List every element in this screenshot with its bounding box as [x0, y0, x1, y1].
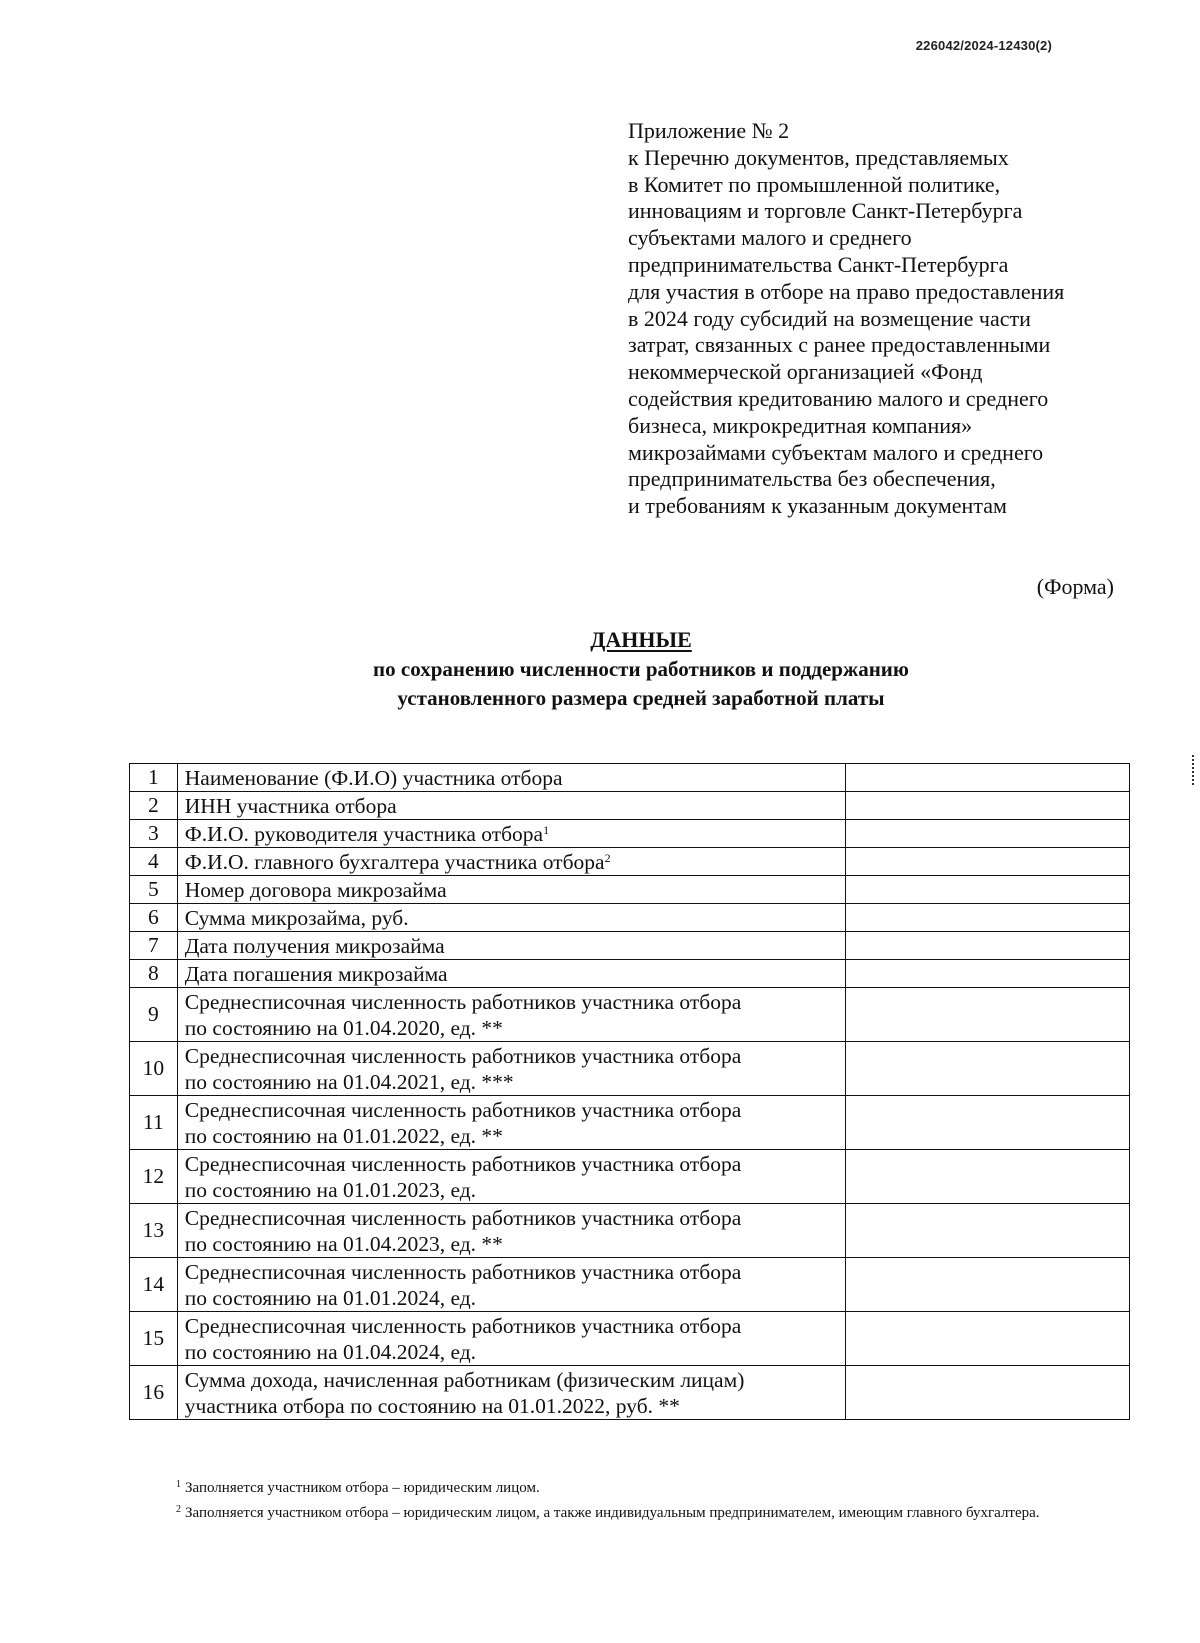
- row-label-line: [185, 1393, 846, 1419]
- table-row: [130, 876, 1130, 904]
- appendix-line: инновациям и торговле Санкт-Петербурга: [628, 198, 1023, 224]
- row-label-line: [185, 1177, 846, 1203]
- row-number: 16: [130, 1366, 178, 1420]
- row-label-line: [185, 1231, 846, 1257]
- appendix-line: и требованиям к указанным документам: [628, 493, 1007, 519]
- document-title: [0, 625, 1200, 713]
- appendix-line: субъектами малого и среднего: [628, 225, 912, 251]
- row-value-field[interactable]: [846, 960, 1130, 988]
- row-value-field[interactable]: [846, 1042, 1130, 1096]
- row-label: [177, 1042, 846, 1096]
- appendix-line: бизнеса, микрокредитная компания»: [628, 412, 973, 438]
- row-label: [177, 960, 846, 988]
- row-label-line: [185, 1069, 846, 1095]
- row-label: [177, 1204, 846, 1258]
- appendix-line: предпринимательства Санкт-Петербурга: [628, 251, 1009, 277]
- footnote-reference: 1: [543, 822, 550, 837]
- row-label: [177, 1150, 846, 1204]
- row-label-text: Среднесписочная численность работников участника отбора: [184, 1259, 742, 1284]
- row-label-line: [185, 1285, 846, 1311]
- row-label: [177, 792, 846, 820]
- row-label-text: по состоянию на 01.01.2023, ед.: [184, 1177, 477, 1202]
- row-value-field[interactable]: [846, 792, 1130, 820]
- appendix-line: затрат, связанных с ранее предоставленными: [628, 332, 1051, 358]
- row-label-line: [185, 765, 846, 791]
- row-number: 4: [130, 848, 178, 876]
- row-number: 3: [130, 820, 178, 848]
- row-label-text: Ф.И.О. главного бухгалтера участника отбора: [184, 849, 605, 874]
- row-label-line: [185, 989, 846, 1015]
- row-value-field[interactable]: [846, 988, 1130, 1042]
- row-value-field[interactable]: [846, 1204, 1130, 1258]
- row-label: [177, 876, 846, 904]
- row-label: [177, 1366, 846, 1420]
- row-label-line: [185, 1313, 846, 1339]
- row-label-line: [185, 1097, 846, 1123]
- appendix-line: предпринимательства без обеспечения,: [628, 466, 996, 492]
- appendix-line: в Комитет по промышленной политике,: [628, 171, 1001, 197]
- row-label: [177, 904, 846, 932]
- row-label-text: Ф.И.О. руководителя участника отбора: [184, 821, 544, 846]
- scan-edge-mark: [1192, 755, 1194, 785]
- row-value-field[interactable]: [846, 1366, 1130, 1420]
- row-label-text: Среднесписочная численность работников участника отбора: [184, 989, 742, 1014]
- row-value-field[interactable]: [846, 1258, 1130, 1312]
- appendix-header: [628, 118, 1148, 520]
- row-label-line: [185, 1259, 846, 1285]
- document-id: 226042/2024-12430(2): [915, 38, 1052, 53]
- row-label-line: [185, 877, 846, 903]
- row-label-text: Дата получения микрозайма: [184, 933, 445, 958]
- row-label-line: [185, 821, 846, 847]
- row-label-line: [185, 1123, 846, 1149]
- row-number: 9: [130, 988, 178, 1042]
- table-row: [130, 1312, 1130, 1366]
- footnote-mark: 2: [176, 1504, 181, 1515]
- row-number: 7: [130, 932, 178, 960]
- title-main: ДАННЫЕ: [590, 627, 692, 652]
- row-number: 13: [130, 1204, 178, 1258]
- row-label: [177, 1258, 846, 1312]
- footnote-text: Заполняется участником отбора – юридическим лицом, а также индивидуальным предпринимателем, имеющим главного бухгалтера.: [185, 1505, 1040, 1521]
- row-number: 10: [130, 1042, 178, 1096]
- row-label-text: Среднесписочная численность работников участника отбора: [184, 1205, 742, 1230]
- row-label-text: по состоянию на 01.01.2022, ед. **: [184, 1123, 503, 1148]
- row-number: 15: [130, 1312, 178, 1366]
- table-row: [130, 1096, 1130, 1150]
- footnote-reference: 2: [604, 850, 611, 865]
- table-row: [130, 1258, 1130, 1312]
- appendix-line: микрозаймами субъектам малого и среднего: [628, 439, 1044, 465]
- footnote: [176, 1499, 1121, 1524]
- footnote: [176, 1474, 1121, 1499]
- row-number: 5: [130, 876, 178, 904]
- table-row: [130, 820, 1130, 848]
- row-value-field[interactable]: [846, 764, 1130, 792]
- row-label-line: [185, 793, 846, 819]
- row-label: [177, 848, 846, 876]
- row-value-field[interactable]: [846, 1150, 1130, 1204]
- row-value-field[interactable]: [846, 904, 1130, 932]
- row-value-field[interactable]: [846, 1096, 1130, 1150]
- appendix-line: Приложение № 2: [628, 118, 790, 143]
- table-row: [130, 1204, 1130, 1258]
- row-label-line: [185, 1015, 846, 1041]
- row-label-text: по состоянию на 01.04.2020, ед. **: [184, 1015, 503, 1040]
- row-label-text: Сумма дохода, начисленная работникам (физическим лицам): [184, 1367, 745, 1392]
- title-subtitle-line-1: по сохранению численности работников и поддержанию: [373, 657, 909, 681]
- row-label-line: [185, 961, 846, 987]
- row-value-field[interactable]: [846, 820, 1130, 848]
- row-label-line: [185, 1367, 846, 1393]
- table-row: [130, 764, 1130, 792]
- row-label-text: Номер договора микрозайма: [184, 877, 447, 902]
- row-label-text: участника отбора по состоянию на 01.01.2022, руб. **: [184, 1393, 680, 1418]
- row-label-text: Среднесписочная численность работников участника отбора: [184, 1313, 742, 1338]
- row-label-line: [185, 849, 846, 875]
- row-label-text: ИНН участника отбора: [184, 793, 397, 818]
- row-number: 2: [130, 792, 178, 820]
- row-label-line: [185, 933, 846, 959]
- row-label-line: [185, 1339, 846, 1365]
- row-label-text: по состоянию на 01.04.2024, ед.: [184, 1339, 477, 1364]
- row-label: [177, 1096, 846, 1150]
- row-value-field[interactable]: [846, 1312, 1130, 1366]
- table-row: [130, 904, 1130, 932]
- table-row: [130, 848, 1130, 876]
- appendix-line: для участия в отборе на право предоставления: [628, 278, 1065, 304]
- row-label: [177, 764, 846, 792]
- row-label-text: по состоянию на 01.04.2021, ед. ***: [184, 1069, 514, 1094]
- row-label-text: Среднесписочная численность работников участника отбора: [184, 1043, 742, 1068]
- row-label-text: по состоянию на 01.01.2024, ед.: [184, 1285, 477, 1310]
- row-number: 1: [130, 764, 178, 792]
- row-label: [177, 1312, 846, 1366]
- table-row: [130, 932, 1130, 960]
- row-label-line: [185, 905, 846, 931]
- row-number: 6: [130, 904, 178, 932]
- row-label: [177, 932, 846, 960]
- table-row: [130, 792, 1130, 820]
- appendix-line: содействия кредитованию малого и среднего: [628, 385, 1049, 411]
- row-label-text: Сумма микрозайма, руб.: [184, 905, 409, 930]
- row-label: [177, 988, 846, 1042]
- row-value-field[interactable]: [846, 848, 1130, 876]
- form-label: (Форма): [1036, 574, 1114, 599]
- table-row: [130, 1042, 1130, 1096]
- row-number: 14: [130, 1258, 178, 1312]
- appendix-line: к Перечню документов, представляемых: [628, 144, 1009, 170]
- row-number: 8: [130, 960, 178, 988]
- row-number: 11: [130, 1096, 178, 1150]
- title-subtitle-line-2: установленного размера средней заработной платы: [397, 686, 885, 710]
- row-value-field[interactable]: [846, 876, 1130, 904]
- row-label-text: Среднесписочная численность работников участника отбора: [184, 1097, 742, 1122]
- table-row: [130, 1366, 1130, 1420]
- row-number: 12: [130, 1150, 178, 1204]
- table-row: [130, 988, 1130, 1042]
- row-label-text: Среднесписочная численность работников участника отбора: [184, 1151, 742, 1176]
- row-label-line: [185, 1151, 846, 1177]
- row-label-line: [185, 1043, 846, 1069]
- row-label-text: по состоянию на 01.04.2023, ед. **: [184, 1231, 503, 1256]
- footnote-mark: 1: [176, 1479, 181, 1490]
- appendix-line: в 2024 году субсидий на возмещение части: [628, 305, 1031, 331]
- row-value-field[interactable]: [846, 932, 1130, 960]
- footnotes: [176, 1474, 1121, 1524]
- appendix-line: некоммерческой организацией «Фонд: [628, 359, 983, 385]
- table-row: [130, 960, 1130, 988]
- table-row: [130, 1150, 1130, 1204]
- row-label-text: Наименование (Ф.И.О) участника отбора: [184, 765, 563, 790]
- row-label-text: Дата погашения микрозайма: [184, 961, 448, 986]
- row-label: [177, 820, 846, 848]
- footnote-text: Заполняется участником отбора – юридическим лицом.: [185, 1480, 540, 1496]
- data-table: [129, 763, 1130, 1420]
- row-label-line: [185, 1205, 846, 1231]
